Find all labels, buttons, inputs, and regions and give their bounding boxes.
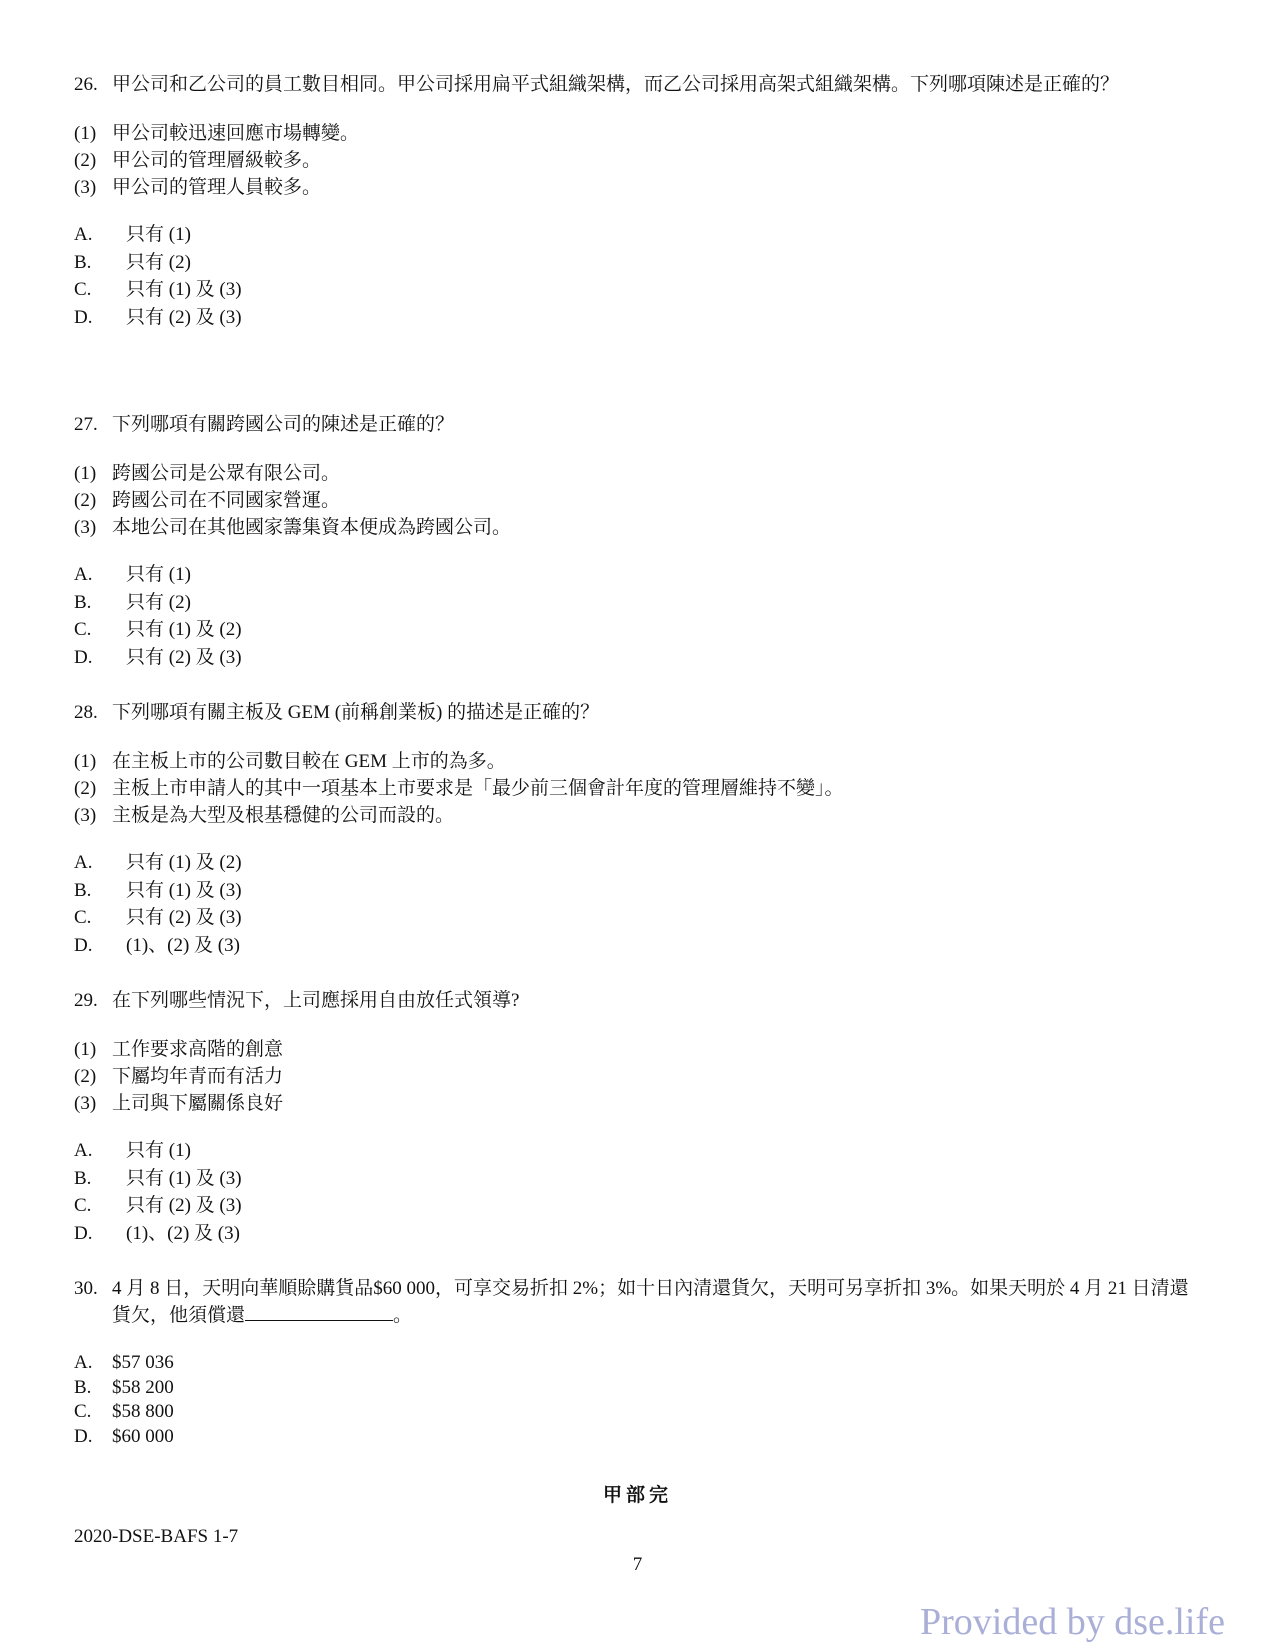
option-text: 只有 (2) [126, 251, 191, 273]
option-a [74, 849, 1204, 877]
option-label: C. [74, 279, 92, 300]
option-label: B. [74, 591, 92, 613]
statement-label: (3) [74, 805, 97, 826]
option-text: $58 200 [112, 1376, 174, 1398]
option-label: C. [74, 1195, 92, 1216]
statement-label: (1) [74, 463, 97, 484]
question-number: 28. [74, 702, 98, 723]
statement-label: (1) [74, 751, 97, 772]
option-label: D. [74, 1425, 93, 1447]
statement-text: 甲公司較迅速回應市場轉變。 [112, 123, 360, 144]
statement-list [74, 1036, 1204, 1117]
option-list [74, 561, 1204, 671]
option-b [74, 249, 1204, 277]
statement [74, 120, 1204, 147]
statement-list [74, 120, 1204, 201]
option-text: $60 000 [112, 1425, 174, 1447]
option-list [74, 1137, 1204, 1247]
option-text: 只有 (1) 及 (3) [126, 1167, 242, 1189]
option-c [74, 904, 1204, 932]
option-label: B. [74, 1376, 92, 1398]
option-text: 只有 (1) 及 (3) [126, 279, 242, 300]
statement [74, 460, 1204, 487]
option-label: C. [74, 619, 92, 640]
option-text: 只有 (2) 及 (3) [126, 1195, 242, 1216]
statement-label: (2) [74, 490, 97, 511]
option-text: 只有 (1) 及 (2) [126, 619, 242, 640]
statement-label: (3) [74, 1093, 97, 1114]
option-d [74, 304, 1204, 332]
question-30 [74, 1276, 1204, 1449]
statement-label: (1) [74, 1039, 97, 1060]
option-text: 只有 (2) 及 (3) [126, 646, 242, 668]
option-text: 只有 (1) 及 (3) [126, 879, 242, 901]
option-d [74, 1425, 1204, 1450]
question-29 [74, 988, 1204, 1247]
option-text: $58 800 [112, 1401, 174, 1422]
option-label: A. [74, 1352, 93, 1373]
statement-text: 工作要求高階的創意 [112, 1039, 284, 1060]
option-c [74, 1400, 1204, 1425]
option-label: A. [74, 1140, 93, 1161]
option-label: C. [74, 1401, 92, 1422]
question-26 [74, 72, 1204, 331]
option-b [74, 1376, 1204, 1401]
question-number: 30. [74, 1278, 98, 1299]
option-label: D. [74, 934, 93, 956]
option-d [74, 932, 1204, 960]
statement-text: 跨國公司在不同國家營運。 [112, 490, 341, 511]
option-label: B. [74, 1167, 92, 1189]
option-label: D. [74, 646, 93, 668]
question-text: 下列哪項有關主板及 GEM (前稱創業板) 的描述是正確的？ [112, 702, 600, 723]
statement [74, 775, 1204, 802]
answer-blank [245, 1302, 393, 1321]
option-label: D. [74, 306, 93, 328]
option-label: A. [74, 224, 93, 245]
statement [74, 1090, 1204, 1117]
option-text: 只有 (1) [126, 564, 191, 585]
watermark: Provided by dse.life [919, 1601, 1225, 1643]
option-text: 只有 (2) [126, 591, 191, 613]
option-a [74, 561, 1204, 589]
question-text: 在下列哪些情況下，上司應採用自由放任式領導? [112, 990, 520, 1011]
option-text: 只有 (1) [126, 1140, 191, 1161]
option-b [74, 589, 1204, 617]
option-text: 只有 (2) 及 (3) [126, 907, 242, 928]
question-text-before-blank: 4 月 8 日，天明向華順賒購貨品$60 000，可享交易折扣 2%；如十日內清還貨欠，天明可另享折扣 3%。如果天明於 4 月 21 日清還貨欠，他須償還 [112, 1278, 1189, 1326]
question-27 [74, 412, 1204, 671]
statement-label: (2) [74, 150, 97, 171]
question-text: 下列哪項有關跨國公司的陳述是正確的？ [112, 414, 455, 435]
page-number: 7 [632, 1554, 643, 1575]
question-number: 29. [74, 990, 98, 1011]
statement-text: 本地公司在其他國家籌集資本便成為跨國公司。 [112, 517, 512, 538]
statement-label: (2) [74, 1066, 97, 1087]
option-c [74, 276, 1204, 304]
statement-text: 主板上市申請人的其中一項基本上市要求是「最少前三個會計年度的管理層維持不變」。 [112, 778, 844, 799]
statement [74, 1036, 1204, 1063]
statement-list [74, 748, 1204, 829]
option-d [74, 1220, 1204, 1248]
statement-label: (1) [74, 123, 97, 144]
statement-list [74, 460, 1204, 541]
statement-text: 上司與下屬關係良好 [112, 1093, 284, 1114]
option-text: $57 036 [112, 1352, 174, 1373]
question-text [112, 1276, 1204, 1329]
question-text: 甲公司和乙公司的員工數目相同。甲公司採用扁平式組織架構，而乙公司採用高架式組織架構。下列哪項陳述是正確的？ [112, 74, 1120, 95]
statement [74, 487, 1204, 514]
option-a [74, 1137, 1204, 1165]
statement-label: (2) [74, 778, 97, 799]
statement-text: 跨國公司是公眾有限公司。 [112, 463, 341, 484]
question-number: 26. [74, 74, 98, 95]
option-c [74, 616, 1204, 644]
statement [74, 174, 1204, 201]
statement-text: 在主板上市的公司數目較在 GEM 上市的為多。 [112, 751, 506, 772]
option-text: 只有 (1) [126, 224, 191, 245]
question-number: 27. [74, 414, 98, 435]
statement-text: 下屬均年青而有活力 [112, 1066, 284, 1087]
question-text-after-blank: 。 [393, 1305, 413, 1326]
option-list [74, 849, 1204, 959]
option-label: B. [74, 251, 92, 273]
option-label: D. [74, 1222, 93, 1244]
paper-code: 2020-DSE-BAFS 1-7 [74, 1526, 239, 1547]
statement-label: (3) [74, 517, 97, 538]
option-text: 只有 (1) 及 (2) [126, 852, 242, 873]
option-list [74, 1351, 1204, 1449]
statement [74, 802, 1204, 829]
option-text: (1)、(2) 及 (3) [126, 934, 240, 956]
option-label: B. [74, 879, 92, 901]
statement-text: 主板是為大型及根基穩健的公司而設的。 [112, 805, 455, 826]
option-label: A. [74, 852, 93, 873]
option-label: A. [74, 564, 93, 585]
option-a [74, 1351, 1204, 1376]
option-text: (1)、(2) 及 (3) [126, 1222, 240, 1244]
option-a [74, 221, 1204, 249]
statement-text: 甲公司的管理層級較多。 [112, 150, 322, 171]
option-text: 只有 (2) 及 (3) [126, 306, 242, 328]
option-list [74, 221, 1204, 331]
option-d [74, 644, 1204, 672]
statement [74, 1063, 1204, 1090]
statement [74, 748, 1204, 775]
question-28 [74, 700, 1204, 959]
section-end-mark: 甲部完 [602, 1484, 672, 1506]
statement-label: (3) [74, 177, 97, 198]
statement [74, 514, 1204, 541]
statement-text: 甲公司的管理人員較多。 [112, 177, 322, 198]
statement [74, 147, 1204, 174]
option-b [74, 877, 1204, 905]
option-c [74, 1192, 1204, 1220]
option-b [74, 1165, 1204, 1193]
option-label: C. [74, 907, 92, 928]
